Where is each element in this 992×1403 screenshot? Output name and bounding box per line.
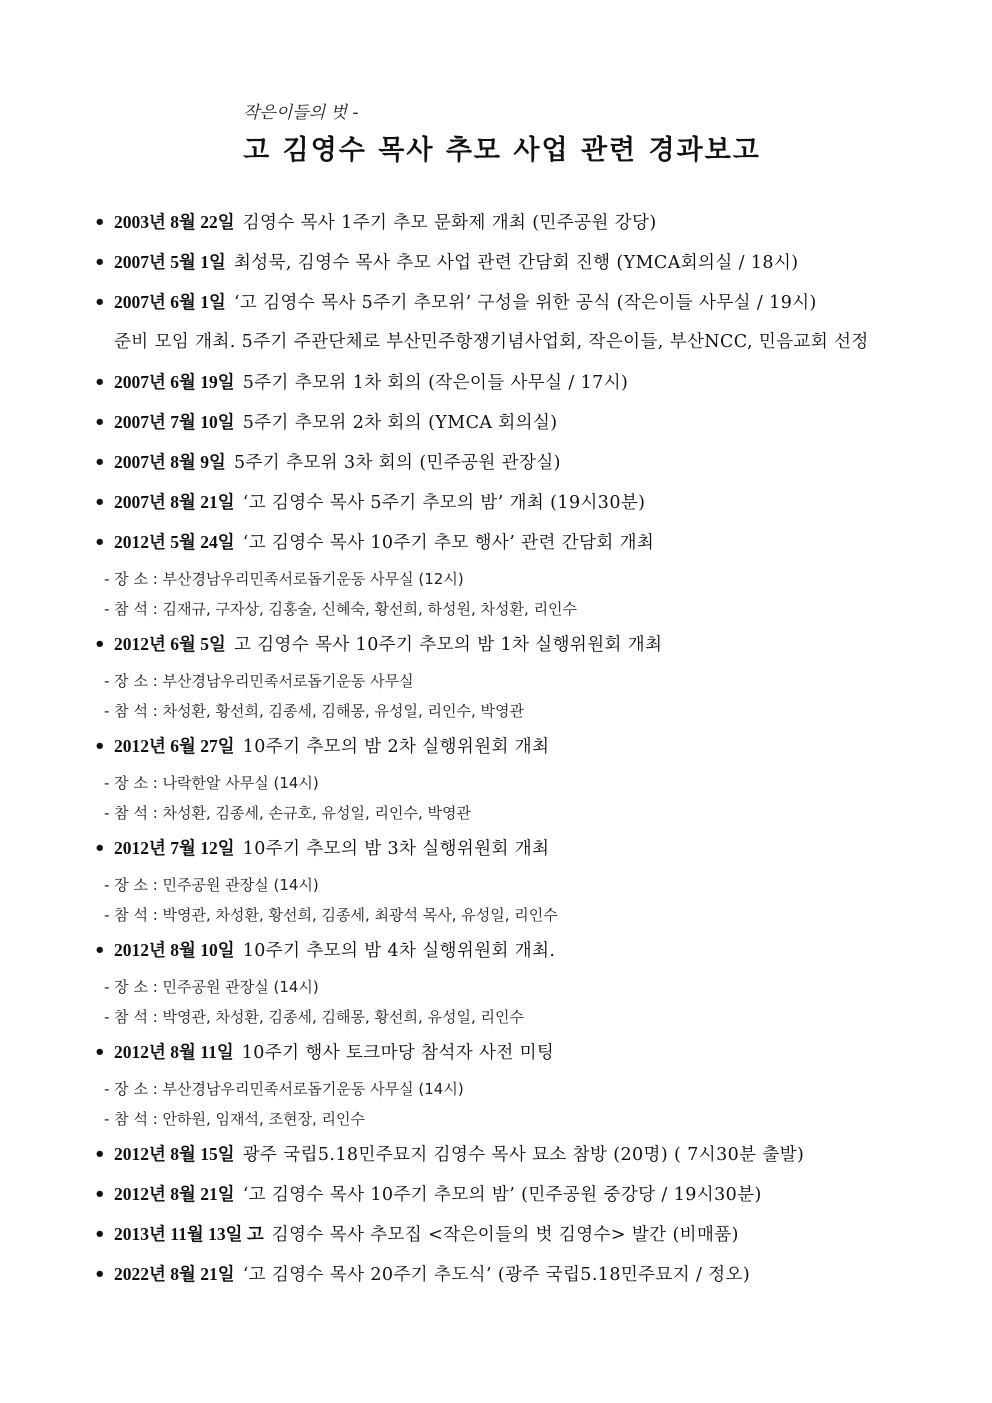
timeline-entry <box>94 202 954 242</box>
entry-description: ‘고 김영수 목사 10주기 추모 행사’ 관련 간담회 개최 <box>242 533 655 553</box>
entry-place: - 장 소 : 민주공원 관장실 (14시) <box>104 978 319 996</box>
entry-description: 광주 국립5.18민주묘지 김영수 목사 묘소 참방 (20명) ( 7시30분 출발) <box>242 1145 805 1165</box>
entry-attendees: - 참 석 : 박영관, 차성환, 황선희, 김종세, 최광석 목사, 유성일, 리인수 <box>104 906 558 924</box>
entry-place: - 장 소 : 부산경남우리민족서로돕기운동 사무실 <box>104 672 414 690</box>
bullet-icon: • <box>94 1144 106 1165</box>
entry-date: 2012년 8월 11일 <box>114 1042 234 1062</box>
entry-date: 2012년 6월 27일 <box>114 736 235 756</box>
bullet-icon: • <box>94 492 106 513</box>
entry-date: 2007년 7월 10일 <box>114 412 235 432</box>
timeline-entry <box>94 282 954 322</box>
entry-description: 고 김영수 목사 10주기 추모의 밤 1차 실행위원회 개최 <box>233 635 663 655</box>
entry-date: 2007년 5월 1일 <box>114 252 226 272</box>
entry-attendees: - 참 석 : 안하원, 임재석, 조현장, 리인수 <box>104 1110 366 1128</box>
timeline-entry <box>94 1254 954 1294</box>
entry-date: 2007년 8월 9일 <box>114 452 226 472</box>
entry-description: 최성묵, 김영수 목사 추모 사업 관련 간담회 진행 (YMCA회의실 / 18시) <box>233 253 799 273</box>
entry-date: 2012년 6월 5일 <box>114 634 226 654</box>
timeline-entry <box>94 242 954 282</box>
timeline-entry <box>94 442 954 482</box>
timeline-entry <box>94 402 954 442</box>
entry-place: - 장 소 : 부산경남우리민족서로돕기운동 사무실 (12시) <box>104 570 464 588</box>
entry-description: 10주기 행사 토크마당 참석자 사전 미팅 <box>241 1043 555 1063</box>
entry-date: 2013년 11월 13일 고 <box>114 1224 264 1244</box>
timeline-entry <box>94 1032 954 1072</box>
timeline-entry <box>94 828 954 868</box>
bullet-icon: • <box>94 372 106 393</box>
timeline-entry <box>94 1214 954 1254</box>
timeline-entry <box>94 726 954 766</box>
document-title: 고 김영수 목사 추모 사업 관련 경과보고 <box>243 135 761 166</box>
timeline-entry <box>94 624 954 664</box>
bullet-icon: • <box>94 940 106 961</box>
entry-description: ‘고 김영수 목사 10주기 추모의 밤’ (민주공원 중강당 / 19시30분) <box>242 1185 762 1205</box>
bullet-icon: • <box>94 634 106 655</box>
bullet-icon: • <box>94 452 106 473</box>
bullet-icon: • <box>94 736 106 757</box>
entry-description: ‘고 김영수 목사 20주기 추도식’ (광주 국립5.18민주묘지 / 정오) <box>242 1265 751 1285</box>
entry-date: 2007년 6월 1일 <box>114 292 226 312</box>
entry-date: 2012년 8월 21일 <box>114 1184 235 1204</box>
entry-attendees: - 참 석 : 박영관, 차성환, 김종세, 김해몽, 황선희, 유성일, 리인수 <box>104 1008 525 1026</box>
bullet-icon: • <box>94 1264 106 1285</box>
entry-description: 5주기 추모위 1차 회의 (작은이들 사무실 / 17시) <box>242 373 629 393</box>
entry-date: 2012년 8월 10일 <box>114 940 235 960</box>
entry-date: 2022년 8월 21일 <box>114 1264 235 1284</box>
timeline-entry <box>94 522 954 562</box>
entry-description: 5주기 추모위 3차 회의 (민주공원 관장실) <box>233 453 561 473</box>
entry-attendees: - 참 석 : 김재규, 구자상, 김홍술, 신혜숙, 황선희, 하성원, 차성환, 리인수 <box>104 600 578 618</box>
bullet-icon: • <box>94 412 106 433</box>
timeline-entry <box>94 482 954 522</box>
timeline-entry <box>94 1174 954 1214</box>
bullet-icon: • <box>94 252 106 273</box>
entry-date: 2012년 8월 15일 <box>114 1144 235 1164</box>
document-subtitle: 작은이들의 벗 - <box>243 103 359 123</box>
entry-date: 2012년 5월 24일 <box>114 532 235 552</box>
bullet-icon: • <box>94 1184 106 1205</box>
bullet-icon: • <box>94 292 106 313</box>
entry-description: 10주기 추모의 밤 4차 실행위원회 개최. <box>242 941 556 961</box>
entry-date: 2012년 7월 12일 <box>114 838 235 858</box>
timeline-entry <box>94 1134 954 1174</box>
entry-date: 2003년 8월 22일 <box>114 212 235 232</box>
entry-description: 10주기 추모의 밤 3차 실행위원회 개최 <box>242 839 550 859</box>
entry-date: 2007년 6월 19일 <box>114 372 235 392</box>
entry-description: 김영수 목사 1주기 추모 문화제 개최 (민주공원 강당) <box>242 213 657 233</box>
bullet-icon: • <box>94 838 106 859</box>
entry-attendees: - 참 석 : 차성환, 황선희, 김종세, 김해몽, 유성일, 리인수, 박영관 <box>104 702 525 720</box>
timeline-list <box>94 202 954 1294</box>
entry-description: ‘고 김영수 목사 5주기 추모위’ 구성을 위한 공식 (작은이들 사무실 / 19시) <box>233 293 817 313</box>
entry-description: 김영수 목사 추모집 <작은이들의 벗 김영수> 발간 (비매품) <box>271 1225 739 1245</box>
entry-description: 5주기 추모위 2차 회의 (YMCA 회의실) <box>242 413 558 433</box>
entry-place: - 장 소 : 부산경남우리민족서로돕기운동 사무실 (14시) <box>104 1080 464 1098</box>
entry-date: 2007년 8월 21일 <box>114 492 235 512</box>
entry-place: - 장 소 : 나락한알 사무실 (14시) <box>104 774 319 792</box>
entry-place: - 장 소 : 민주공원 관장실 (14시) <box>104 876 319 894</box>
entry-attendees: - 참 석 : 차성환, 김종세, 손규호, 유성일, 리인수, 박영관 <box>104 804 472 822</box>
entry-continuation: 준비 모임 개최. 5주기 주관단체로 부산민주항쟁기념사업회, 작은이들, 부산NCC, 민음교회 선정 <box>114 332 869 352</box>
bullet-icon: • <box>94 212 106 233</box>
entry-description: 10주기 추모의 밤 2차 실행위원회 개최 <box>242 737 550 757</box>
timeline-entry <box>94 930 954 970</box>
bullet-icon: • <box>94 1042 106 1063</box>
bullet-icon: • <box>94 1224 106 1245</box>
timeline-entry <box>94 362 954 402</box>
entry-description: ‘고 김영수 목사 5주기 추모의 밤’ 개최 (19시30분) <box>242 493 646 513</box>
bullet-icon: • <box>94 532 106 553</box>
